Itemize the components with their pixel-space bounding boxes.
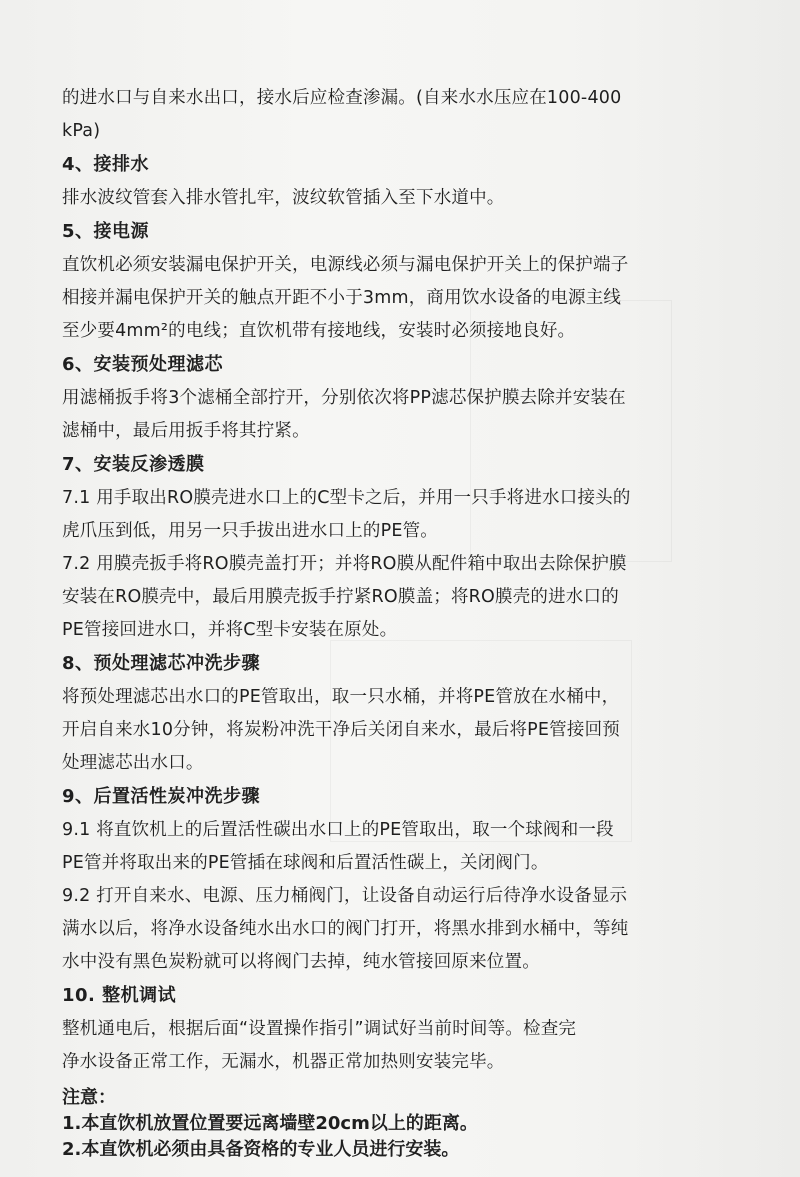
body-text-line: 9.2 打开自来水、电源、压力桶阀门，让设备自动运行后待净水设备显示	[62, 886, 628, 906]
body-text-line: 滤桶中，最后用扳手将其拧紧。	[62, 421, 310, 441]
notice-item-2: 2.本直饮机必须由具备资格的专业人员进行安装。	[62, 1139, 460, 1160]
body-text-line: 直饮机必须安装漏电保护开关，电源线必须与漏电保护开关上的保护端子	[62, 255, 629, 275]
section-heading: 4、接排水	[62, 154, 150, 175]
body-text-line: PE管并将取出来的PE管插在球阀和后置活性碳上，关闭阀门。	[62, 853, 549, 873]
body-text-line: 水中没有黑色炭粉就可以将阀门去掉，纯水管接回原来位置。	[62, 952, 540, 972]
section-heading: 6、安装预处理滤芯	[62, 354, 224, 375]
body-text-line: 安装在RO膜壳中，最后用膜壳扳手拧紧RO膜盖；将RO膜壳的进水口的	[62, 587, 619, 607]
section-heading: 10. 整机调试	[62, 985, 177, 1006]
body-text-line: 将预处理滤芯出水口的PE管取出，取一只水桶，并将PE管放在水桶中，	[62, 687, 620, 707]
instruction-content	[62, 82, 762, 1163]
body-text-line: 排水波纹管套入排水管扎牢，波纹软管插入至下水道中。	[62, 188, 505, 208]
body-text-line: 满水以后，将净水设备纯水出水口的阀门打开，将黑水排到水桶中，等纯	[62, 919, 629, 939]
instruction-lines	[62, 82, 762, 1079]
body-text-line: 用滤桶扳手将3个滤桶全部拧开，分别依次将PP滤芯保护膜去除并安装在	[62, 388, 626, 408]
body-text-line: 7.2 用膜壳扳手将RO膜壳盖打开；并将RO膜从配件箱中取出去除保护膜	[62, 554, 627, 574]
body-text-line: PE管接回进水口，并将C型卡安装在原处。	[62, 620, 398, 640]
notice-item-1: 1.本直饮机放置位置要远离墙壁20cm以上的距离。	[62, 1113, 478, 1134]
body-text-line: 9.1 将直饮机上的后置活性碳出水口上的PE管取出，取一个球阀和一段	[62, 820, 614, 840]
notice-title: 注意：	[62, 1087, 116, 1108]
section-heading: 7、安装反渗透膜	[62, 454, 205, 475]
body-text-line: 相接并漏电保护开关的触点开距不小于3mm，商用饮水设备的电源主线	[62, 288, 622, 308]
body-text-line: 7.1 用手取出RO膜壳进水口上的C型卡之后，并用一只手将进水口接头的	[62, 488, 631, 508]
body-text-line: kPa)	[62, 121, 101, 141]
section-heading: 9、后置活性炭冲洗步骤	[62, 786, 261, 807]
section-heading: 8、预处理滤芯冲洗步骤	[62, 653, 261, 674]
body-text-line: 虎爪压到低，用另一只手拔出进水口上的PE管。	[62, 521, 439, 541]
body-text-line: 净水设备正常工作，无漏水，机器正常加热则安装完毕。	[62, 1052, 505, 1072]
body-text-line: 处理滤芯出水口。	[62, 753, 204, 773]
body-text-line: 开启自来水10分钟，将炭粉冲洗干净后关闭自来水，最后将PE管接回预	[62, 720, 620, 740]
body-text-line: 至少要4mm²的电线；直饮机带有接地线，安装时必须接地良好。	[62, 321, 576, 341]
body-text-line: 整机通电后，根据后面“设置操作指引”调试好当前时间等。检查完	[62, 1019, 577, 1039]
section-heading: 5、接电源	[62, 221, 150, 242]
body-text-line: 的进水口与自来水出口，接水后应检查渗漏。(自来水水压应在100-400	[62, 88, 622, 108]
